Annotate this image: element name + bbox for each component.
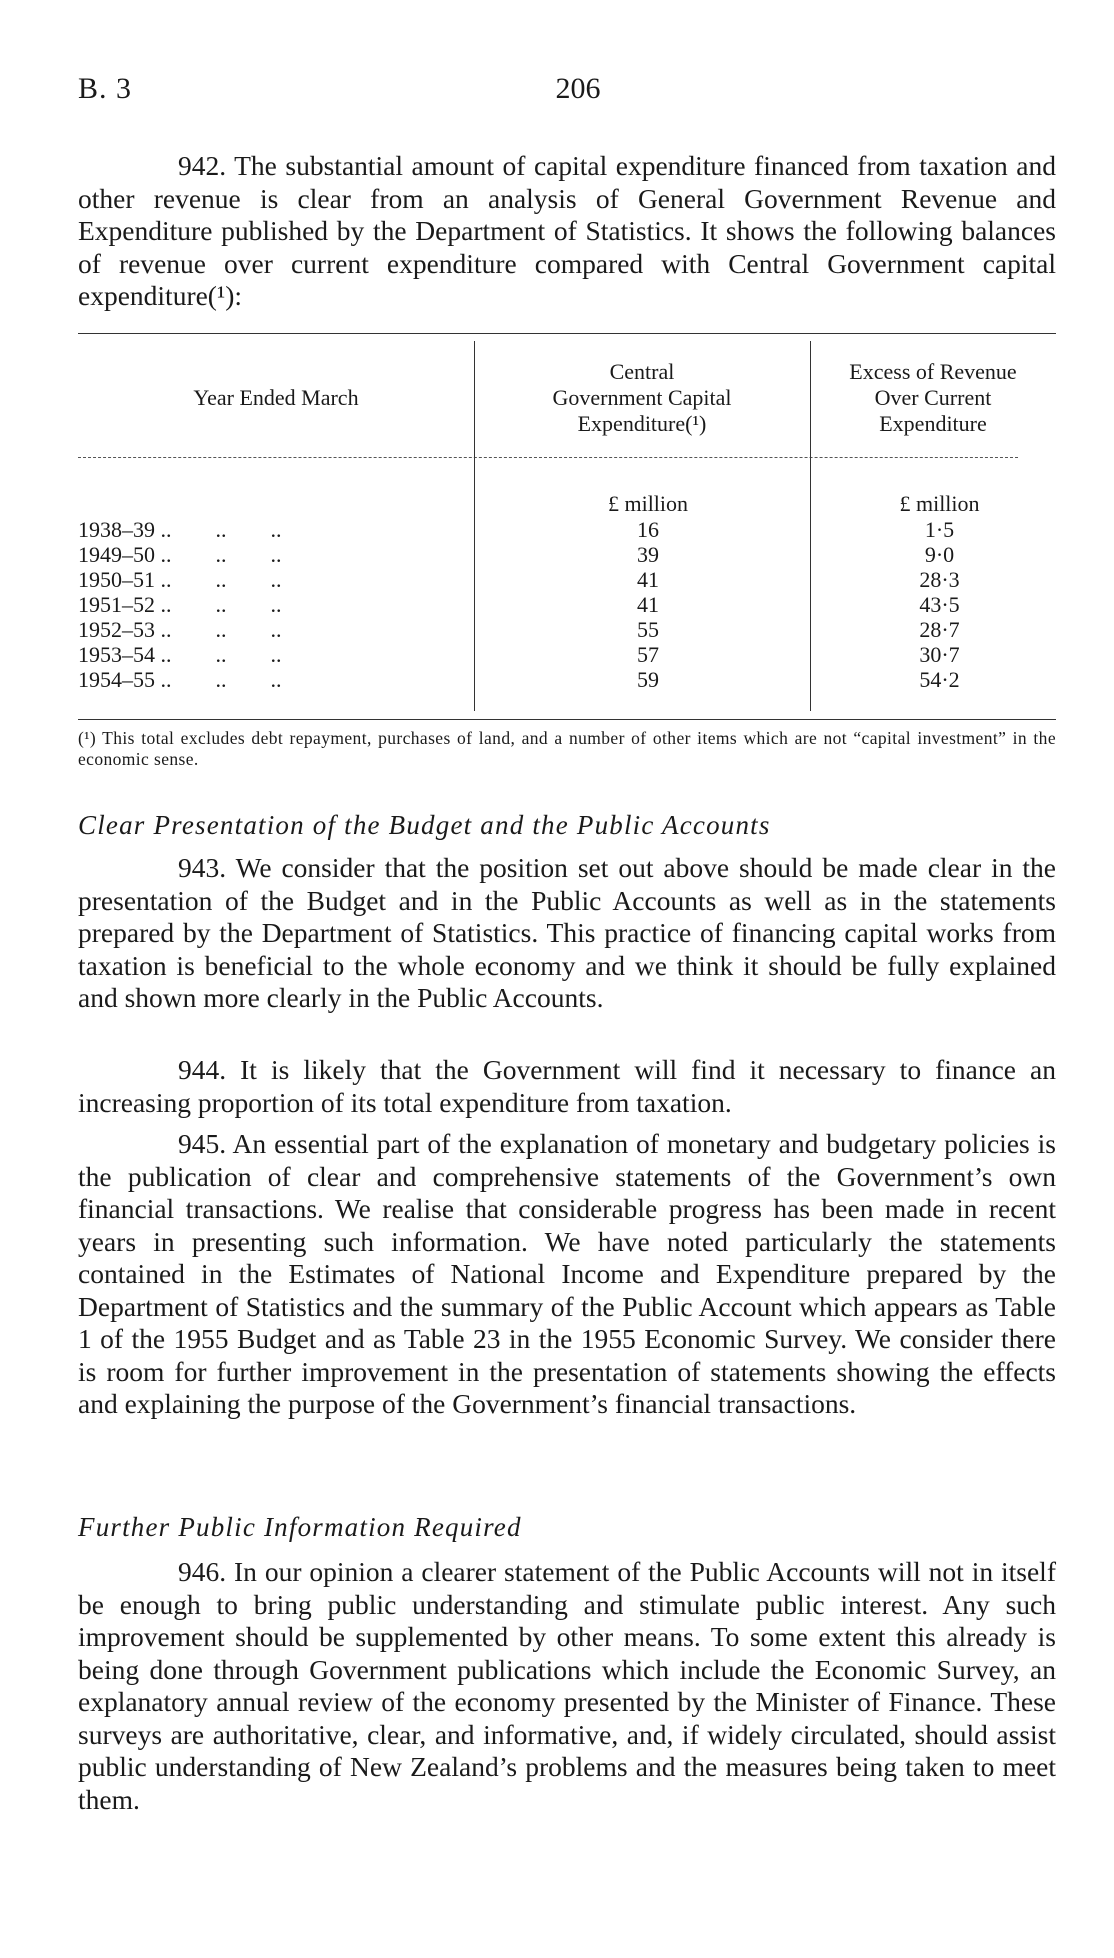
header-central-line3: Expenditure(¹) <box>577 411 707 436</box>
table-row-excess: 28·7 <box>919 617 960 642</box>
paragraph-945: 945. An essential part of the explanation of monetary and budgetary policies is the publication of clear and comprehensive statements of the Government’s own financial transactions. We realise that considerable progress has been made in recent years in presenting such information. We have noted particularly the statements contained in the Estimates of National Income and Expenditure prepared by the Department of Statistics and the summary of the Public Account which appears as Table 1 of the 1955 Budget and as Table 23 in the 1955 Economic Survey. We consider there is room for further improvement in the presentation of statements showing the effects and explaining the purpose of the Government’s financial transactions. <box>78 1128 1056 1419</box>
table-row-central: 39 <box>637 542 659 567</box>
table-row-year: 1938–39 .. .. .. <box>78 517 282 542</box>
table-row-central: 55 <box>637 617 659 642</box>
table-row-year: 1954–55 .. .. .. <box>78 667 282 692</box>
unit-central: £ million <box>607 491 689 516</box>
expenditure-table <box>78 333 1056 733</box>
table-row-central: 59 <box>637 667 659 692</box>
section-heading-budget: Clear Presentation of the Budget and the Public Accounts <box>78 810 771 840</box>
header-central-line2: Government Capital <box>552 385 732 410</box>
table-row-central: 16 <box>637 517 659 542</box>
paragraph-943: 943. We consider that the position set out above should be made clear in the presentation of the Budget and in the Public Accounts as well as in the statements prepared by the Department of Statistics. This practice of financing capital works from taxation is beneficial to the whole economy and we think it should be fully explained and shown more clearly in the Public Accounts. <box>78 852 1056 1013</box>
table-row-year: 1952–53 .. .. .. <box>78 617 282 642</box>
table-bottom-rule <box>78 719 1056 720</box>
document-code: B. 3 <box>78 72 133 105</box>
table-row-year: 1951–52 .. .. .. <box>78 592 282 617</box>
section-heading-public-information: Further Public Information Required <box>78 1512 522 1542</box>
table-footnote: (¹) This total excludes debt repayment, purchases of land, and a number of other items which are not “capital investment” in the economic sense. <box>78 728 1056 769</box>
table-row-central: 41 <box>637 567 659 592</box>
unit-excess: £ million <box>899 491 980 516</box>
table-row-central: 57 <box>637 642 659 667</box>
paragraph-942: 942. The substantial amount of capital expenditure financed from taxation and other revenue is clear from an analysis of General Government Revenue and Expenditure published by the Department of Statistics. It shows the following balances of revenue over current expenditure compared with Central Government capital expenditure(¹): <box>78 150 1056 311</box>
table-header-rule <box>78 457 1018 458</box>
table-row-excess: 9·0 <box>924 542 955 567</box>
header-central-line1: Central <box>609 359 675 384</box>
table-row-central: 41 <box>637 592 659 617</box>
header-excess-line1: Excess of Revenue <box>849 359 1017 384</box>
table-row-year: 1953–54 .. .. .. <box>78 642 282 667</box>
page-header <box>78 72 1058 112</box>
table-row-year: 1950–51 .. .. .. <box>78 567 282 592</box>
table-row-excess: 1·5 <box>924 517 955 542</box>
paragraph-946: 946. In our opinion a clearer statement of the Public Accounts will not in itself be enough to bring public understanding and stimulate public interest. Any such improvement should be supplemented by other means. To some extent this already is being done through Government publications which include the Economic Survey, an explanatory annual review of the economy presented by the Minister of Finance. These surveys are authoritative, clear, and informative, and, if widely circulated, should assist public understanding of New Zealand’s problems and the measures being taken to meet them. <box>78 1556 1056 1815</box>
header-excess-line3: Expenditure <box>879 411 987 436</box>
header-central <box>474 359 810 437</box>
table-row-excess: 54·2 <box>919 667 960 692</box>
header-year: Year Ended March <box>193 385 359 410</box>
table-row-year: 1949–50 .. .. .. <box>78 542 282 567</box>
page-number: 206 <box>555 72 601 105</box>
table-row-excess: 43·5 <box>919 592 960 617</box>
table-top-rule <box>78 333 1056 334</box>
table-row-excess: 30·7 <box>919 642 960 667</box>
paragraph-944: 944. It is likely that the Government will find it necessary to finance an increasing proportion of its total expenditure from taxation. <box>78 1054 1056 1118</box>
table-row-excess: 28·3 <box>919 567 960 592</box>
header-excess-line2: Over Current <box>874 385 992 410</box>
header-excess <box>810 359 1056 437</box>
